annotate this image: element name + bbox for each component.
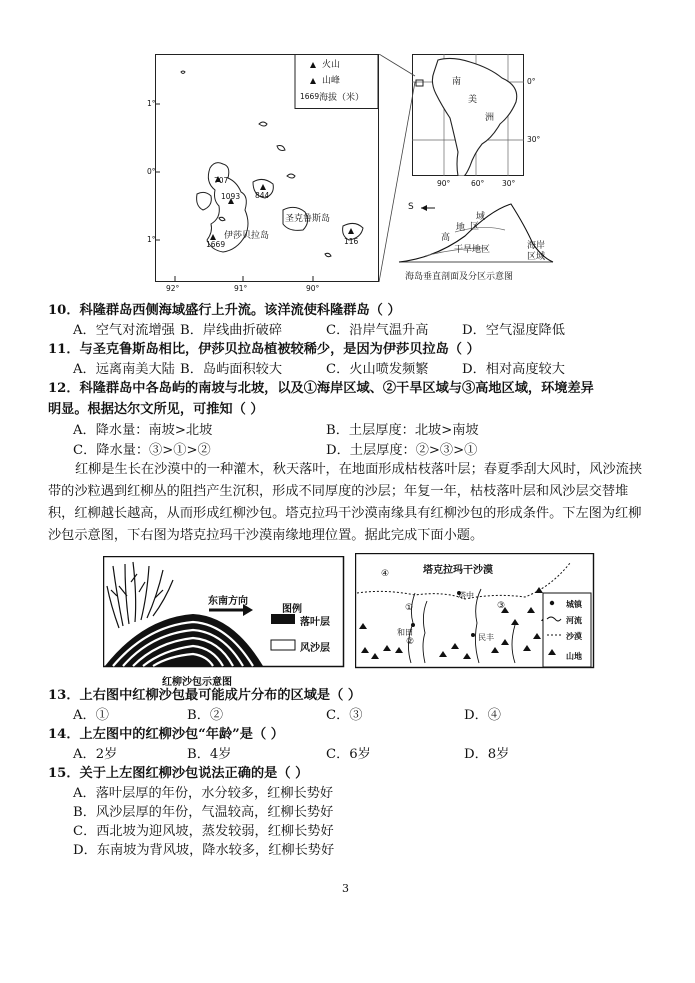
q14-option-c[interactable]: C．6岁 xyxy=(326,747,371,762)
legend-peak-label: 山峰 xyxy=(322,76,341,86)
legend-sand-label: 风沙层 xyxy=(300,643,330,654)
small-island-4 xyxy=(181,71,185,74)
city-hotan: 和田 xyxy=(397,628,413,637)
q12-option-d[interactable]: D．土层厚度：②>③>① xyxy=(326,443,478,458)
galapagos-map-svg xyxy=(155,54,379,282)
legend-volcano-label: 火山 xyxy=(322,60,341,70)
question-13: 13．上右图中红柳沙包最可能成片分布的区域是（ ） xyxy=(48,688,362,703)
q11-option-c[interactable]: C．火山喷发频繁 xyxy=(326,362,429,377)
elev-1669: 1669 xyxy=(206,240,226,249)
island-label-santacruz: 圣克鲁斯岛 xyxy=(285,214,331,224)
q12-option-a[interactable]: A．降水量：南坡>北坡 xyxy=(73,423,213,438)
q13-option-d[interactable]: D．④ xyxy=(464,708,501,723)
lat-label-0: 0° xyxy=(147,167,156,176)
sa-lon-60: 60° xyxy=(471,179,485,188)
sa-label-zhou: 洲 xyxy=(485,113,495,123)
legend-town: 城镇 xyxy=(566,600,582,609)
question-10: 10．科隆群岛西侧海域盛行上升流。该洋流使科隆群岛（ ） xyxy=(48,303,401,318)
question-15: 15．关于上左图红柳沙包说法正确的是（ ） xyxy=(48,766,309,781)
q14-option-a[interactable]: A．2岁 xyxy=(73,747,118,762)
sa-label-nan: 南 xyxy=(452,77,462,87)
lon-label-90: 90° xyxy=(306,284,320,293)
direction-label: 东南方向 xyxy=(208,596,248,607)
profile-s-label: S xyxy=(408,202,414,212)
legend-mountain: 山地 xyxy=(566,652,582,661)
q14-option-b[interactable]: B．4岁 xyxy=(187,747,232,762)
q11-option-d[interactable]: D．相对高度较大 xyxy=(462,362,565,377)
q12-option-b[interactable]: B．土层厚度：北坡>南坡 xyxy=(326,423,479,438)
q11-option-b[interactable]: B．岛屿面积较大 xyxy=(180,362,283,377)
q10-option-d[interactable]: D．空气湿度降低 xyxy=(462,323,565,338)
lat-label-1n: 1° xyxy=(147,99,156,108)
left-legend-title: 图例 xyxy=(282,604,302,615)
profile-zone-di: 地 xyxy=(456,223,466,233)
south-america-map xyxy=(412,54,524,176)
q11-option-a[interactable]: A．远离南美大陆 xyxy=(73,362,175,377)
question-12-line1: 12．科隆群岛中各岛屿的南坡与北坡，以及①海岸区域、②干旱区域与③高地区域，环境差异 xyxy=(48,381,594,396)
profile-zone-high: 高 xyxy=(441,233,451,243)
south-america-map-svg xyxy=(412,54,524,176)
region-3: ③ xyxy=(497,601,506,611)
city-tazhong: 塔中 xyxy=(458,591,474,600)
island-label-isabela: 伊莎贝拉岛 xyxy=(224,231,270,241)
sa-lon-30: 30° xyxy=(502,179,516,188)
elev-116: 116 xyxy=(344,237,359,246)
q15-option-b[interactable]: B．风沙层厚的年份，气温较高，红柳长势好 xyxy=(73,805,334,820)
legend-river: 河流 xyxy=(566,616,582,625)
lon-label-92: 92° xyxy=(166,284,180,293)
question-12-line2: 明显。根据达尔文所见，可推知（ ） xyxy=(48,402,264,417)
sa-label-mei: 美 xyxy=(468,95,478,105)
q12-option-c[interactable]: C．降水量：③>①>② xyxy=(73,443,211,458)
sa-lon-90: 90° xyxy=(437,179,451,188)
region-2: ② xyxy=(406,637,415,647)
taklimakan-title: 塔克拉玛干沙漠 xyxy=(423,565,493,576)
page-number: 3 xyxy=(342,882,349,895)
profile-zone-qu: 区 xyxy=(470,222,480,232)
q13-option-a[interactable]: A．① xyxy=(73,708,109,723)
profile-zone-dry: 干旱地区 xyxy=(454,245,491,255)
profile-zone-coast: 海岸区域 xyxy=(527,241,546,262)
passage: 红柳是生长在沙漠中的一种灌木，秋天落叶，在地面形成枯枝落叶层；春夏季刮大风时，风沙流挟带的沙粒遇到红柳丛的阻挡产生沉积，形成不同厚度的沙层；年复一年，枯枝落叶层和风沙层交替堆积，红柳越长越高，从而形成红柳沙包。塔克拉玛干沙漠南缘具有红柳沙包的形成条件。下左图为红柳沙包示意图，下右图为塔克拉玛干沙漠南缘地理位置。据此完成下面小题。 xyxy=(48,462,643,543)
elev-1093: 1093 xyxy=(221,192,241,201)
sa-lat-0: 0° xyxy=(527,77,536,86)
region-4: ④ xyxy=(381,569,390,579)
q10-option-a[interactable]: A．空气对流增强 xyxy=(73,323,175,338)
legend-desert: 沙漠 xyxy=(566,632,582,641)
q10-option-b[interactable]: B．岸线曲折破碎 xyxy=(180,323,283,338)
legend-leaf-label: 落叶层 xyxy=(300,617,330,628)
q14-option-d[interactable]: D．8岁 xyxy=(464,747,510,762)
profile-zone-yu: 域 xyxy=(476,212,486,222)
q13-option-b[interactable]: B．② xyxy=(187,708,224,723)
question-11: 11．与圣克鲁斯岛相比，伊莎贝拉岛植被较稀少，是因为伊莎贝拉岛（ ） xyxy=(48,342,480,357)
galapagos-map xyxy=(155,54,379,282)
legend-elev-label: 海拔（米） xyxy=(319,93,365,103)
lon-label-91: 91° xyxy=(234,284,248,293)
profile-caption: 海岛垂直剖面及分区示意图 xyxy=(405,272,514,282)
q15-option-d[interactable]: D．东南坡为背风坡，降水较多，红柳长势好 xyxy=(73,843,335,858)
q15-option-a[interactable]: A．落叶层厚的年份，水分较多，红柳长势好 xyxy=(73,786,334,801)
q13-option-c[interactable]: C．③ xyxy=(326,708,363,723)
lat-label-1s: 1° xyxy=(147,235,156,244)
elev-707: 707 xyxy=(214,176,229,185)
left-figure-caption: 红柳沙包示意图 xyxy=(162,677,232,688)
q10-option-c[interactable]: C．沿岸气温升高 xyxy=(326,323,429,338)
sa-lat-30: 30° xyxy=(527,135,541,144)
question-14: 14．上左图中的红柳沙包“年龄”是（ ） xyxy=(48,727,284,742)
q15-option-c[interactable]: C．西北坡为迎风坡，蒸发较弱，红柳长势好 xyxy=(73,824,334,839)
region-1: ① xyxy=(405,603,414,613)
city-minfeng: 民丰 xyxy=(478,633,494,642)
elev-844: 844 xyxy=(255,191,270,200)
legend-elev-num: 1669 xyxy=(300,92,320,101)
